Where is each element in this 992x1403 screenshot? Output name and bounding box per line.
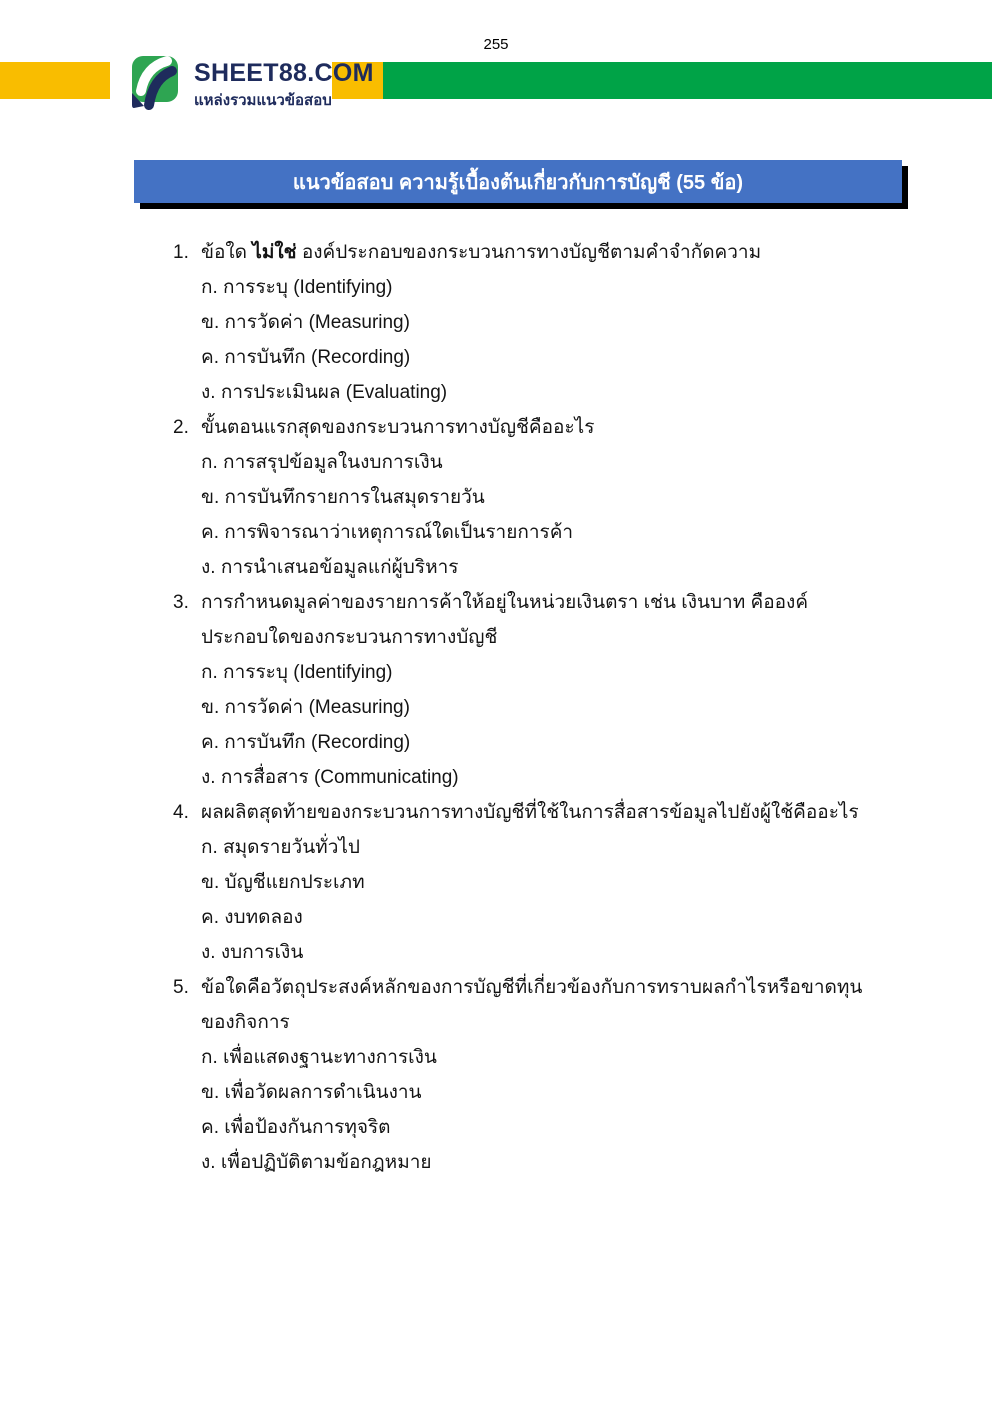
- question-line: [173, 410, 865, 445]
- question-line: [173, 585, 865, 655]
- option: ข. เพื่อวัดผลการดำเนินงาน: [201, 1082, 422, 1103]
- question-number: 1.: [173, 242, 189, 263]
- brand-name: SHEET88.COM: [194, 59, 374, 87]
- option: ก. เพื่อแสดงฐานะทางการเงิน: [201, 1047, 437, 1068]
- option: ข. การบันทึกรายการในสมุดรายวัน: [201, 487, 485, 508]
- question-2: [173, 410, 865, 585]
- question-text-part: ขั้นตอนแรกสุดของกระบวนการทางบัญชีคืออะไร: [201, 417, 595, 438]
- question-number: 5.: [173, 977, 189, 998]
- question-5: [173, 970, 865, 1180]
- question-text: [201, 585, 865, 655]
- option: ก. การสรุปข้อมูลในงบการเงิน: [201, 452, 443, 473]
- question-text-bold: ไม่ใช่: [252, 242, 297, 263]
- option: ง. การประเมินผล (Evaluating): [201, 382, 448, 403]
- option: ข. การวัดค่า (Measuring): [201, 697, 410, 718]
- question-text-part: องค์ประกอบของกระบวนการทางบัญชีตามคำจำกัดความ: [296, 242, 762, 263]
- option: ข. บัญชีแยกประเภท: [201, 872, 365, 893]
- question-text-part: ข้อใด: [201, 242, 253, 263]
- page-number: 255: [483, 36, 509, 53]
- option: ข. การวัดค่า (Measuring): [201, 312, 410, 333]
- option: ค. การบันทึก (Recording): [201, 347, 411, 368]
- header-bar-green: [383, 62, 992, 99]
- question-number: 3.: [173, 592, 189, 613]
- brand-text: [194, 55, 374, 112]
- option: ก. การระบุ (Identifying): [201, 277, 393, 298]
- question-text-part: ผลผลิตสุดท้ายของกระบวนการทางบัญชีที่ใช้ในการสื่อสารข้อมูลไปยังผู้ใช้คืออะไร: [201, 802, 859, 823]
- question-text: [201, 410, 865, 445]
- option: ก. การระบุ (Identifying): [201, 662, 393, 683]
- question-number: 2.: [173, 417, 189, 438]
- question-3: [173, 585, 865, 795]
- question-text-part: ข้อใดคือวัตถุประสงค์หลักของการบัญชีที่เกี่ยวข้องกับการทราบผลกำไรหรือขาดทุนของกิจการ: [201, 977, 863, 1033]
- question-line: [173, 970, 865, 1040]
- option: ค. การบันทึก (Recording): [201, 732, 411, 753]
- questions-list: [173, 235, 865, 1180]
- question-1: [173, 235, 865, 410]
- question-4: [173, 795, 865, 970]
- question-number: 4.: [173, 802, 189, 823]
- option: ง. งบการเงิน: [201, 942, 304, 963]
- exam-title: แนวข้อสอบ ความรู้เบื้องต้นเกี่ยวกับการบัญชี (55 ข้อ): [292, 171, 744, 194]
- option: ค. การพิจารณาว่าเหตุการณ์ใดเป็นรายการค้า: [201, 522, 574, 543]
- header-bar-yellow-left: [0, 62, 110, 99]
- question-line: [173, 795, 865, 830]
- brand-tagline: แหล่งรวมแนวข้อสอบ: [194, 92, 332, 110]
- option: ค. งบทดลอง: [201, 907, 303, 928]
- question-text-part: การกำหนดมูลค่าของรายการค้าให้อยู่ในหน่วยเงินตรา เช่น เงินบาท คือองค์ประกอบใดของกระบวนการทางบัญชี: [201, 592, 809, 648]
- brand-logo: [129, 55, 374, 113]
- question-line: [173, 235, 865, 270]
- question-text: [201, 970, 865, 1040]
- question-text: [201, 795, 865, 830]
- option: ก. สมุดรายวันทั่วไป: [201, 837, 360, 858]
- option: ง. การสื่อสาร (Communicating): [201, 767, 459, 788]
- title-banner: [134, 160, 902, 203]
- question-text: [201, 235, 865, 270]
- sheet88-logo-icon: [129, 55, 185, 113]
- option: ง. เพื่อปฏิบัติตามข้อกฎหมาย: [201, 1152, 432, 1173]
- option: ค. เพื่อป้องกันการทุจริต: [201, 1117, 391, 1138]
- option: ง. การนำเสนอข้อมูลแก่ผู้บริหาร: [201, 557, 459, 578]
